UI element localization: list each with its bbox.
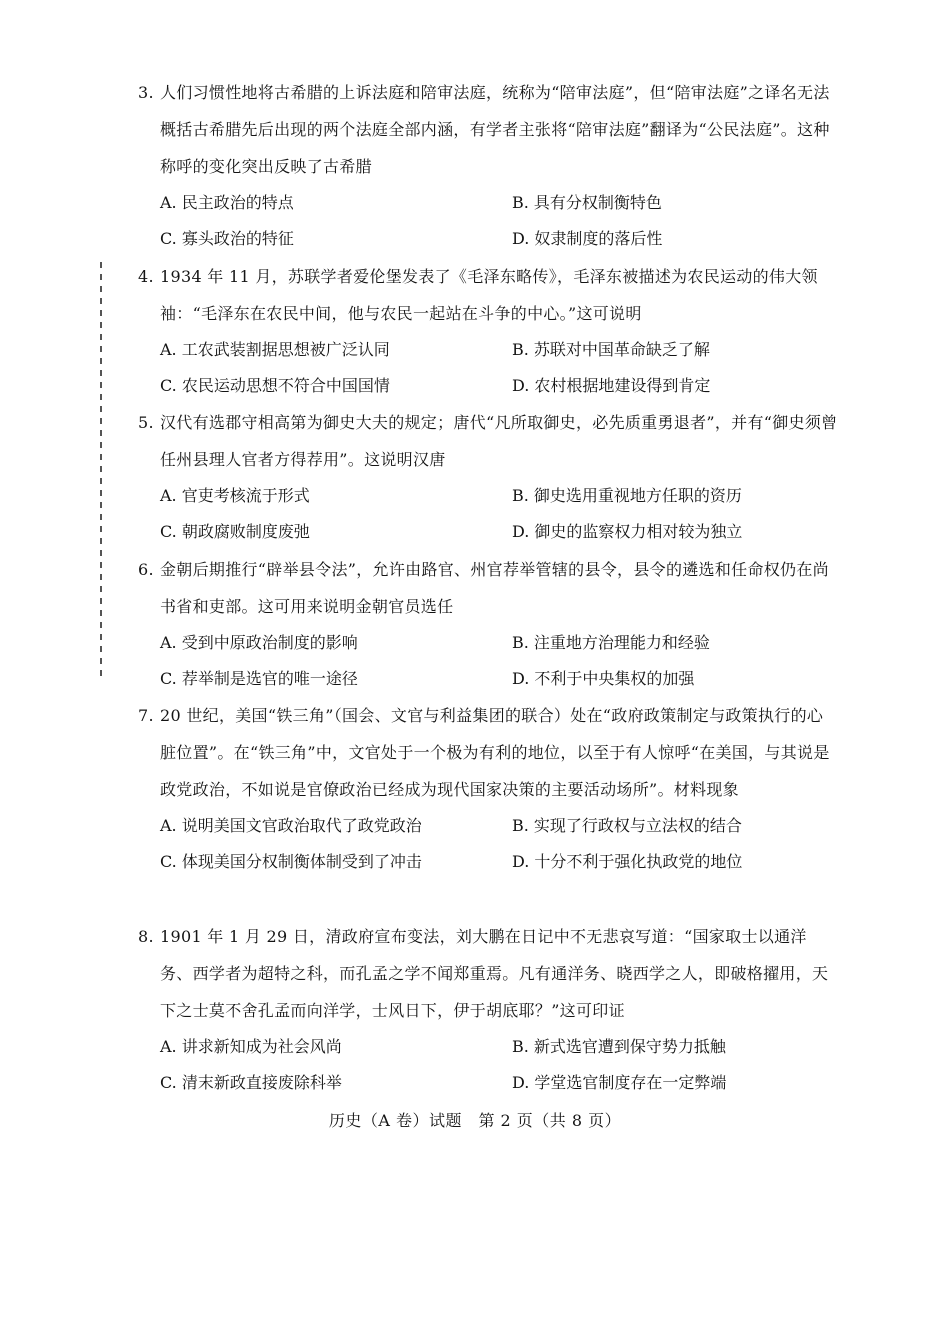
question-number: 4.: [138, 267, 154, 286]
option-c[interactable]: C. 寡头政治的特征: [160, 229, 294, 248]
option-a[interactable]: A. 官吏考核流于形式: [160, 486, 310, 505]
options-grid: [138, 808, 838, 880]
question-stem: [138, 74, 838, 185]
question-stem: [138, 258, 838, 332]
question-text: 汉代有选郡守相高第为御史大夫的规定；唐代“凡所取御史，必先质重勇退者”，并有“御史须曾任州县理人官者方得荐用”。这说明汉唐: [160, 413, 838, 469]
option-a[interactable]: A. 讲求新知成为社会风尚: [160, 1037, 342, 1056]
options-grid: [138, 625, 838, 697]
question-text: 20 世纪，美国“铁三角”（国会、文官与利益集团的联合）处在“政府政策制定与政策执行的心脏位置”。在“铁三角”中，文官处于一个极为有利的地位，以至于有人惊呼“在美国，与其说是政党政治，不如说是官僚政治已经成为现代国家决策的主要活动场所”。材料现象: [160, 706, 830, 799]
page-footer: 历史（A 卷）试题 第 2 页（共 8 页）: [328, 1111, 622, 1130]
option-d[interactable]: D. 御史的监察权力相对较为独立: [512, 522, 743, 541]
options-grid: [138, 478, 838, 550]
question-number: 6.: [138, 560, 154, 579]
options-grid: [138, 1029, 838, 1101]
options-grid: [138, 185, 838, 257]
option-a[interactable]: A. 民主政治的特点: [160, 193, 294, 212]
option-d[interactable]: D. 不利于中央集权的加强: [512, 669, 695, 688]
option-b[interactable]: B. 御史选用重视地方任职的资历: [512, 486, 742, 505]
option-b[interactable]: B. 实现了行政权与立法权的结合: [512, 816, 742, 835]
question-stem: [138, 918, 838, 1029]
question-number: 3.: [138, 83, 154, 102]
question-number: 7.: [138, 706, 154, 725]
question-3: [138, 74, 838, 257]
option-c[interactable]: C. 体现美国分权制衡体制受到了冲击: [160, 852, 422, 871]
option-b[interactable]: B. 苏联对中国革命缺乏了解: [512, 340, 710, 359]
question-text: 1934 年 11 月，苏联学者爱伦堡发表了《毛泽东略传》，毛泽东被描述为农民运动的伟大领袖：“毛泽东在农民中间，他与农民一起站在斗争的中心。”这可说明: [160, 267, 818, 323]
option-d[interactable]: D. 十分不利于强化执政党的地位: [512, 852, 743, 871]
options-grid: [138, 332, 838, 404]
option-b[interactable]: B. 具有分权制衡特色: [512, 193, 662, 212]
option-c[interactable]: C. 农民运动思想不符合中国国情: [160, 376, 390, 395]
question-5: [138, 404, 838, 550]
option-c[interactable]: C. 清末新政直接废除科举: [160, 1073, 342, 1092]
question-number: 8.: [138, 927, 154, 946]
question-stem: [138, 404, 838, 478]
question-text: 金朝后期推行“辟举县令法”，允许由路官、州官荐举管辖的县令，县令的遴选和任命权仍在尚书省和吏部。这可用来说明金朝官员选任: [160, 560, 829, 616]
question-text: 人们习惯性地将古希腊的上诉法庭和陪审法庭，统称为“陪审法庭”，但“陪审法庭”之译名无法概括古希腊先后出现的两个法庭全部内涵，有学者主张将“陪审法庭”翻译为“公民法庭”。这种称呼的变化突出反映了古希腊: [160, 83, 830, 176]
option-d[interactable]: D. 农村根据地建设得到肯定: [512, 376, 711, 395]
option-c[interactable]: C. 朝政腐败制度废弛: [160, 522, 310, 541]
question-6: [138, 551, 838, 697]
option-c[interactable]: C. 荐举制是选官的唯一途径: [160, 669, 358, 688]
option-b[interactable]: B. 注重地方治理能力和经验: [512, 633, 710, 652]
question-text: 1901 年 1 月 29 日，清政府宣布变法，刘大鹏在日记中不无悲哀写道：“国家取士以通洋务、西学者为超特之科，而孔孟之学不闻郑重焉。凡有通洋务、晓西学之人，即破格擢用，天下之士莫不舍孔孟而向洋学，士风日下，伊于胡底耶？”这可印证: [160, 927, 829, 1020]
question-8: [138, 918, 838, 1101]
option-a[interactable]: A. 受到中原政治制度的影响: [160, 633, 358, 652]
option-d[interactable]: D. 学堂选官制度存在一定弊端: [512, 1073, 727, 1092]
question-stem: [138, 697, 838, 808]
binding-line: [100, 262, 102, 682]
question-4: [138, 258, 838, 404]
question-number: 5.: [138, 413, 154, 432]
option-a[interactable]: A. 说明美国文官政治取代了政党政治: [160, 816, 422, 835]
question-stem: [138, 551, 838, 625]
question-7: [138, 697, 838, 880]
option-d[interactable]: D. 奴隶制度的落后性: [512, 229, 663, 248]
option-b[interactable]: B. 新式选官遭到保守势力抵触: [512, 1037, 726, 1056]
option-a[interactable]: A. 工农武装割据思想被广泛认同: [160, 340, 390, 359]
